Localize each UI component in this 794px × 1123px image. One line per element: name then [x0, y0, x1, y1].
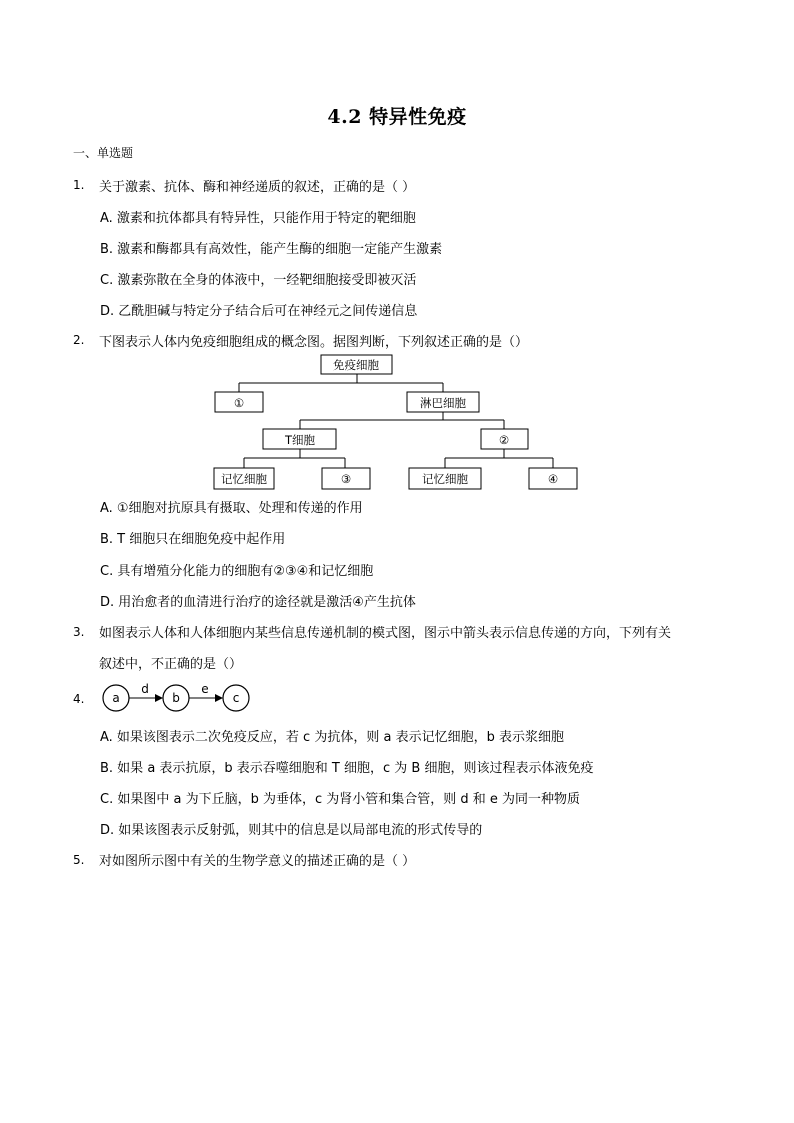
question-number: 3. [73, 625, 85, 639]
option-c: C. 具有增殖分化能力的细胞有②③④和记忆细胞 [100, 564, 374, 579]
question-number: 5. [73, 853, 85, 867]
question-number: 1. [73, 178, 85, 192]
question-text-continued: 叙述中，不正确的是（） [99, 657, 243, 672]
option-a: A. ①细胞对抗原具有摄取、处理和传递的作用 [100, 501, 363, 516]
label-t-cell: T细胞 [284, 433, 316, 447]
label-c: c [232, 691, 240, 705]
option-b: B. T 细胞只在细胞免疫中起作用 [100, 532, 286, 547]
option-c: C. 如果图中 a 为下丘脑，b 为垂体，c 为肾小管和集合管，则 d 和 e 为同一种物质 [100, 792, 581, 807]
label-lymphocyte: 淋巴细胞 [420, 396, 466, 410]
question-number: 4. [73, 692, 85, 706]
option-b: B. 如果 a 表示抗原，b 表示吞噬细胞和 T 细胞，c 为 B 细胞，则该过程表示体液免疫 [100, 761, 594, 776]
question-number: 2. [73, 333, 85, 347]
question-text: 对如图所示图中有关的生物学意义的描述正确的是（ ） [99, 854, 416, 869]
label-e: e [201, 682, 209, 696]
question-text: 如图表示人体和人体细胞内某些信息传递机制的模式图，图示中箭头表示信息传递的方向，下列有关 [99, 626, 672, 641]
option-a: A. 如果该图表示二次免疫反应，若 c 为抗体，则 a 表示记忆细胞，b 表示浆细胞 [100, 730, 564, 745]
option-a: A. 激素和抗体都具有特异性，只能作用于特定的靶细胞 [100, 211, 416, 226]
label-immune-cell: 免疫细胞 [333, 358, 379, 372]
option-d: D. 用治愈者的血清进行治疗的途径就是激活④产生抗体 [100, 595, 416, 610]
question-text: 下图表示人体内免疫细胞组成的概念图。据图判断，下列叙述正确的是（） [99, 335, 529, 350]
option-d: D. 如果该图表示反射弧，则其中的信息是以局部电流的形式传导的 [100, 823, 483, 838]
label-memory-cell-1: 记忆细胞 [221, 472, 267, 486]
label-2: ② [498, 433, 510, 447]
signal-transfer-diagram [95, 680, 265, 716]
label-3: ③ [340, 472, 352, 486]
option-b: B. 激素和酶都具有高效性，能产生酶的细胞一定能产生激素 [100, 242, 443, 257]
label-4: ④ [547, 472, 559, 486]
label-a: a [112, 691, 120, 705]
option-d: D. 乙酰胆碱与特定分子结合后可在神经元之间传递信息 [100, 304, 418, 319]
question-text: 关于激素、抗体、酶和神经递质的叙述，正确的是（ ） [99, 180, 416, 195]
label-memory-cell-2: 记忆细胞 [422, 472, 468, 486]
label-d: d [141, 682, 149, 696]
immune-cell-concept-diagram [0, 0, 794, 500]
page-title: 4.2 特异性免疫 [327, 106, 467, 128]
label-b: b [172, 691, 180, 705]
label-1: ① [233, 396, 245, 410]
option-c: C. 激素弥散在全身的体液中，一经靶细胞接受即被灭活 [100, 273, 417, 288]
section-heading: 一、单选题 [73, 146, 134, 160]
